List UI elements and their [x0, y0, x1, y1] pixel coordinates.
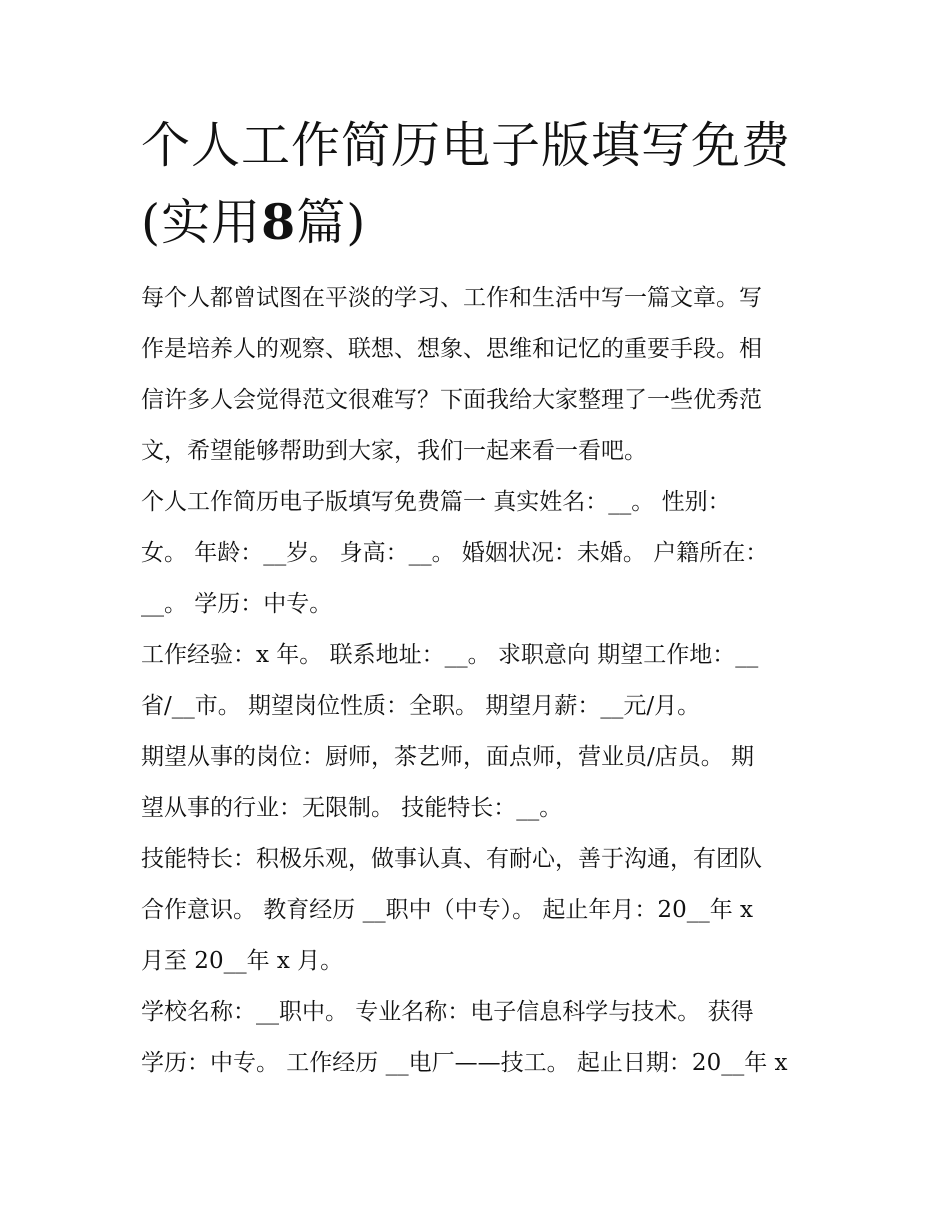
title-line-2-prefix: (实用: [141, 194, 262, 251]
title-line-1: 个人工作简历电子版填写免费: [141, 117, 792, 174]
text-line: 工作经验：x 年。 联系地址：__。 求职意向 期望工作地：__: [141, 642, 759, 668]
text-line: 学校名称：__职中。 专业名称：电子信息科学与技术。 获得: [141, 999, 754, 1025]
text-line: 技能特长：积极乐观，做事认真、有耐心，善于沟通，有团队: [141, 846, 762, 872]
document-body: [141, 273, 821, 1089]
text-line: 文，希望能够帮助到大家，我们一起来看一看吧。: [141, 438, 647, 464]
text-line: 期望从事的岗位：厨师，茶艺师，面点师，营业员/店员。 期: [141, 744, 755, 770]
text-line: 每个人都曾试图在平淡的学习、工作和生活中写一篇文章。写: [141, 285, 762, 311]
title-number: 8: [261, 193, 297, 251]
text-line: 信许多人会觉得范文很难写？下面我给大家整理了一些优秀范: [141, 387, 762, 413]
title-line-2-suffix: 篇): [296, 194, 367, 251]
text-line: 省/__市。 期望岗位性质：全职。 期望月薪：__元/月。: [141, 693, 701, 719]
document-content: [141, 108, 821, 1089]
text-line: __。 学历：中专。: [141, 591, 333, 617]
document-title: [141, 108, 821, 261]
job-intent-paragraph: [141, 630, 821, 732]
title-line-2: [141, 184, 821, 261]
text-line: 合作意识。 教育经历 __职中（中专）。 起止年月：20__年 x: [141, 897, 753, 923]
school-work-paragraph: [141, 987, 821, 1089]
text-line: 女。 年龄：__岁。 身高：__。 婚姻状况：未婚。 户籍所在：: [141, 540, 769, 566]
skills-education-paragraph: [141, 834, 821, 987]
text-line: 望从事的行业：无限制。 技能特长：__。: [141, 795, 563, 821]
basic-info-paragraph: [141, 477, 821, 630]
text-line: 个人工作简历电子版填写免费篇一 真实姓名：__。 性别：: [141, 489, 731, 515]
desired-position-paragraph: [141, 732, 821, 834]
text-line: 月至 20__年 x 月。: [141, 948, 344, 974]
intro-paragraph: [141, 273, 821, 477]
text-line: 作是培养人的观察、联想、想象、思维和记忆的重要手段。相: [141, 336, 762, 362]
text-line: 学历：中专。 工作经历 __电厂——技工。 起止日期：20__年 x: [141, 1050, 788, 1076]
